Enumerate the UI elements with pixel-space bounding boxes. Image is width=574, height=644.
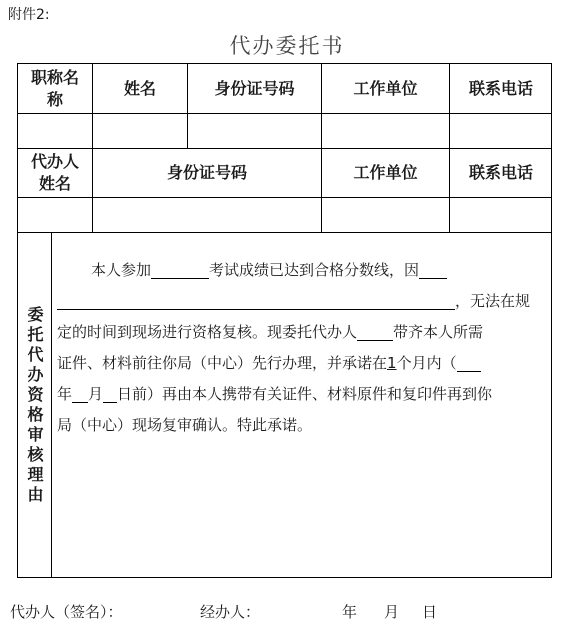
month-blank[interactable] — [72, 384, 88, 403]
month-count: 1 — [387, 354, 397, 372]
reason-line: 局（中心）现场复审确认。特此承诺。 — [57, 416, 313, 434]
header-agent-id-number: 身份证号码 — [166, 163, 247, 182]
reason-body — [57, 255, 547, 441]
header-agent-phone: 联系电话 — [468, 163, 533, 182]
reason-label: 委托代办资格审核理由 — [25, 305, 44, 506]
input-name[interactable] — [93, 114, 187, 148]
input-agent-phone[interactable] — [450, 198, 552, 232]
reason-blank-short[interactable] — [419, 260, 447, 279]
header-workplace: 工作单位 — [353, 78, 418, 98]
date-day-label: 日 — [422, 603, 438, 621]
reason-line: ，无法在规 — [57, 286, 547, 317]
reason-line: 证件、材料前往你局（中心）先行办理，并承诺在1个月内（ — [57, 348, 547, 379]
exam-blank[interactable] — [151, 260, 209, 279]
date-year-label: 年 — [342, 603, 358, 621]
input-agent-workplace[interactable] — [322, 198, 449, 232]
input-phone[interactable] — [450, 114, 552, 148]
header-agent-name: 代办人姓名 — [30, 152, 79, 193]
header-phone: 联系电话 — [468, 78, 533, 98]
agent-signature-label: 代办人（签名）： — [10, 603, 123, 621]
header-title-name: 职称名称 — [30, 67, 79, 109]
header-name: 姓名 — [123, 78, 156, 98]
input-workplace[interactable] — [322, 114, 449, 148]
agent-blank[interactable] — [357, 322, 393, 341]
reason-blank-long[interactable] — [57, 291, 455, 310]
input-id-number[interactable] — [188, 114, 321, 148]
day-blank[interactable] — [103, 384, 117, 403]
reason-line: 年 月 日前）再由本人携带有关证件、材料原件和复印件再到你 — [57, 385, 493, 403]
page-title: 代办委托书 — [229, 34, 345, 58]
table-rule — [17, 232, 552, 233]
table-rule — [51, 232, 52, 578]
input-title-name[interactable] — [18, 114, 92, 148]
input-agent-id-number[interactable] — [93, 198, 321, 232]
header-id-number: 身份证号码 — [214, 78, 295, 98]
reason-line: 定的时间到现场进行资格复核。现委托代办人 带齐本人所需 — [57, 323, 484, 341]
year-blank[interactable] — [457, 353, 481, 372]
header-agent-workplace: 工作单位 — [353, 163, 418, 182]
reason-line: 本人参加 考试成绩已达到合格分数线，因 — [57, 255, 547, 286]
attachment-label: 附件2: — [8, 7, 50, 23]
reason-label-cell — [18, 233, 51, 578]
input-agent-name[interactable] — [18, 198, 92, 232]
handler-label: 经办人： — [200, 603, 261, 621]
date-month-label: 月 — [384, 603, 400, 621]
